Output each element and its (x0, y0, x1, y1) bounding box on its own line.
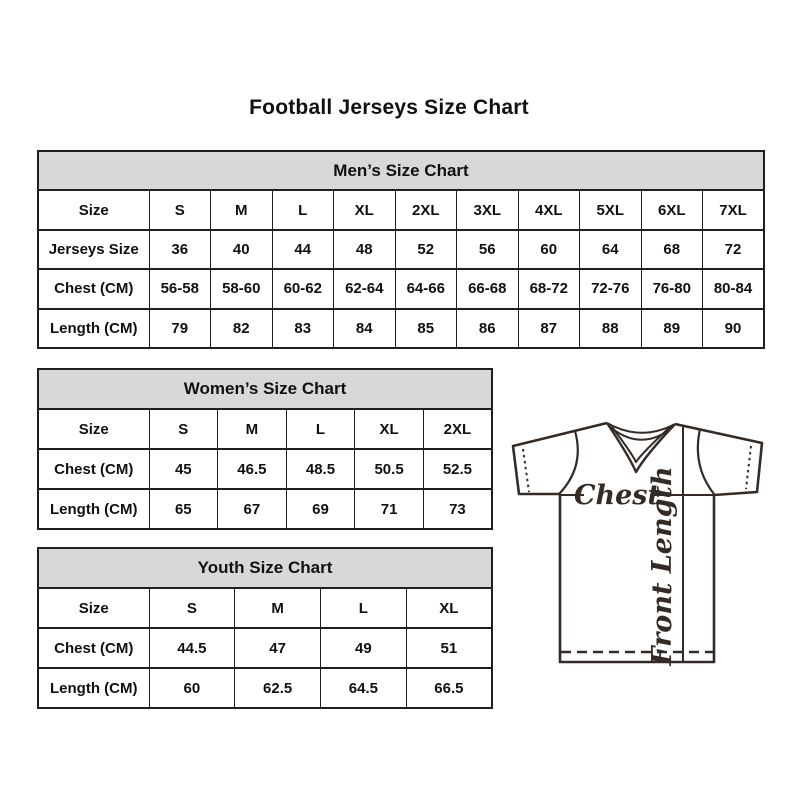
value-cell: 86 (457, 309, 519, 348)
value-cell: 64 (580, 230, 642, 269)
value-cell: 66-68 (457, 269, 519, 308)
value-cell: 51 (406, 628, 492, 668)
row-label-cell: Chest (CM) (38, 628, 149, 668)
front-length-label: Front Length (647, 466, 678, 666)
value-cell: 56 (457, 230, 519, 269)
youth-table-row (38, 628, 492, 668)
youth-header-row (38, 548, 492, 588)
women-table-row (38, 409, 492, 449)
right-cuff-dotted-line (746, 446, 751, 489)
women-table-title: Women’s Size Chart (38, 369, 492, 409)
row-label-cell: Jerseys Size (38, 230, 149, 269)
value-cell: 48 (334, 230, 396, 269)
value-cell: 82 (211, 309, 273, 348)
row-label-cell: Chest (CM) (38, 269, 149, 308)
value-cell: 79 (149, 309, 211, 348)
value-cell: 64-66 (395, 269, 457, 308)
value-cell: M (211, 190, 273, 229)
value-cell: 5XL (580, 190, 642, 229)
value-cell: 88 (580, 309, 642, 348)
women-table-row (38, 449, 492, 489)
value-cell: 64.5 (321, 668, 407, 708)
collar-v-outer (607, 423, 675, 472)
value-cell: XL (406, 588, 492, 628)
value-cell: 56-58 (149, 269, 211, 308)
value-cell: 85 (395, 309, 457, 348)
value-cell: 52 (395, 230, 457, 269)
value-cell: S (149, 190, 211, 229)
value-cell: 7XL (703, 190, 765, 229)
value-cell: 89 (641, 309, 703, 348)
youth-table-row (38, 668, 492, 708)
value-cell: 62-64 (334, 269, 396, 308)
value-cell: 68-72 (518, 269, 580, 308)
value-cell: 36 (149, 230, 211, 269)
value-cell: L (286, 409, 355, 449)
men-table-title: Men’s Size Chart (38, 151, 764, 190)
value-cell: 45 (149, 449, 218, 489)
women-table-row (38, 489, 492, 529)
value-cell: 2XL (395, 190, 457, 229)
row-label-cell: Length (CM) (38, 489, 149, 529)
value-cell: 66.5 (406, 668, 492, 708)
value-cell: 6XL (641, 190, 703, 229)
value-cell: 60-62 (272, 269, 334, 308)
value-cell: 60 (149, 668, 235, 708)
value-cell: S (149, 588, 235, 628)
left-cuff-dotted-line (523, 449, 529, 492)
value-cell: 80-84 (703, 269, 765, 308)
row-label-cell: Length (CM) (38, 309, 149, 348)
value-cell: 40 (211, 230, 273, 269)
value-cell: XL (355, 409, 424, 449)
value-cell: 49 (321, 628, 407, 668)
value-cell: 3XL (457, 190, 519, 229)
men-table-row (38, 230, 764, 269)
value-cell: 84 (334, 309, 396, 348)
value-cell: 69 (286, 489, 355, 529)
value-cell: 60 (518, 230, 580, 269)
men-header-row (38, 151, 764, 190)
value-cell: 87 (518, 309, 580, 348)
youth-table-row (38, 588, 492, 628)
value-cell: M (235, 588, 321, 628)
value-cell: L (272, 190, 334, 229)
value-cell: 44 (272, 230, 334, 269)
value-cell: 90 (703, 309, 765, 348)
value-cell: 47 (235, 628, 321, 668)
value-cell: 2XL (423, 409, 492, 449)
value-cell: M (218, 409, 287, 449)
value-cell: 62.5 (235, 668, 321, 708)
row-label-cell: Chest (CM) (38, 449, 149, 489)
value-cell: 76-80 (641, 269, 703, 308)
value-cell: 71 (355, 489, 424, 529)
value-cell: 48.5 (286, 449, 355, 489)
men-table-row (38, 269, 764, 308)
row-label-cell: Size (38, 409, 149, 449)
youth-size-table (37, 547, 493, 709)
value-cell: 73 (423, 489, 492, 529)
row-label-cell: Length (CM) (38, 668, 149, 708)
row-label-cell: Size (38, 588, 149, 628)
womens-size-table (37, 368, 493, 530)
men-table-row (38, 309, 764, 348)
value-cell: 58-60 (211, 269, 273, 308)
youth-table-title: Youth Size Chart (38, 548, 492, 588)
value-cell: 4XL (518, 190, 580, 229)
value-cell: 50.5 (355, 449, 424, 489)
value-cell: 44.5 (149, 628, 235, 668)
men-table-row (38, 190, 764, 229)
chest-label: Chest (574, 480, 660, 511)
value-cell: 67 (218, 489, 287, 529)
mens-size-table (37, 150, 765, 349)
value-cell: 46.5 (218, 449, 287, 489)
page-title: Football Jerseys Size Chart (249, 96, 529, 119)
right-armhole-seam (698, 429, 714, 494)
value-cell: L (321, 588, 407, 628)
value-cell: 83 (272, 309, 334, 348)
women-header-row (38, 369, 492, 409)
jersey-measurement-diagram (500, 410, 778, 670)
value-cell: S (149, 409, 218, 449)
value-cell: 72 (703, 230, 765, 269)
value-cell: XL (334, 190, 396, 229)
value-cell: 68 (641, 230, 703, 269)
value-cell: 72-76 (580, 269, 642, 308)
value-cell: 65 (149, 489, 218, 529)
value-cell: 52.5 (423, 449, 492, 489)
row-label-cell: Size (38, 190, 149, 229)
